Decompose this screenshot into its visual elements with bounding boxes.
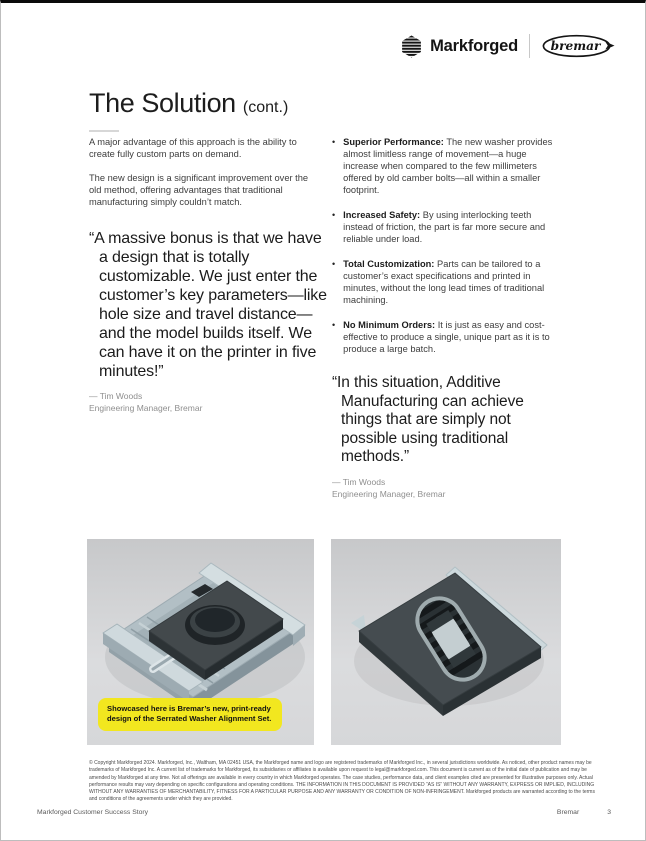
bullet-icon: • (332, 137, 336, 147)
bullet-rest: Parts can be tailored to a customer’s exact specifications and printed in minutes, without the long lead times of traditional machining. (343, 259, 545, 305)
bullet-text (343, 258, 557, 306)
intro-paragraph-1: A major advantage of this approach is the ability to create fully custom parts on demand. (89, 137, 297, 159)
quote-attribution (332, 476, 566, 500)
bullet-text (343, 136, 557, 196)
bullet-rest: By using interlocking teeth instead of friction, the part is far more secure and reliable under load. (343, 210, 546, 244)
list-item (332, 258, 566, 306)
intro-paragraph-2: The new design is a significant improvement over the old method, offering advantages that traditional manufacturing simply couldn’t match. (89, 173, 309, 207)
bremar-logo (541, 33, 615, 59)
attribution-role: Engineering Manager, Bremar (332, 488, 446, 499)
right-column (332, 134, 566, 500)
page-title (89, 89, 288, 117)
quote-attribution (89, 390, 327, 414)
bullet-icon: • (332, 259, 336, 269)
footer-company: Bremar (556, 809, 580, 816)
list-item (332, 319, 566, 355)
markforged-brand (400, 35, 518, 58)
footer-right (557, 809, 611, 816)
page-header (400, 33, 615, 59)
bullet-lead: Increased Safety: (343, 210, 421, 220)
washer-plate-render (331, 539, 561, 745)
page-title-suffix: (cont.) (242, 99, 289, 116)
legal-text: © Copyright Markforged 2024. Markforged, Inc., Waltham, MA 02451 USA, the Markforged name and logo are registered trademarks of Markforged Inc., in several jurisdictions worldwide. As noticed, other product names may be trademarks of Markforged Inc. A current list of trademarks for Markforged, its subsidiaries or affiliates is available upon request to legal@markforged.com. This document is current as of the initial date of publication and may be amended by Markforged at any time. Not all offerings are available in every country in which Markforged operates. The case studies, performance data, and client examples cited are presented for illustrative purposes only. Actual performance results may vary depending on specific configurations and operating conditions. THE INFORMATION IN THIS DOCUMENT IS PROVIDED “AS IS” WITHOUT ANY WARRANTY, EXPRESS OR IMPLIED, INCLUDING WITHOUT ANY WARRANTIES OF MERCHANTABILITY, FITNESS FOR A PARTICULAR PURPOSE AND ANY WARRANTY OR CONDITION OF NON-INFRINGEMENT. Markforged products are warranted according to the terms and conditions of the agreements under which they are provided. (89, 760, 595, 803)
page-footer (37, 809, 611, 816)
page-title-main: The Solution (89, 88, 236, 118)
markforged-logo-icon (400, 35, 423, 58)
header-divider (529, 34, 530, 58)
title-block (89, 89, 288, 132)
left-column (89, 136, 327, 414)
list-item (332, 209, 566, 245)
bullet-text (343, 319, 557, 355)
bullet-lead: No Minimum Orders: (343, 320, 436, 330)
bullet-text (343, 209, 557, 245)
footer-document-title: Markforged Customer Success Story (37, 809, 149, 816)
pull-quote-primary: “A massive bonus is that we have a design that is totally customizable. We just enter the customer’s key parameters—like hole size and travel distance—and the model builds itself. We can have it on the printer in five minutes!” (89, 230, 327, 380)
attribution-name: — Tim Woods (332, 476, 386, 487)
product-render-assembly (87, 539, 314, 745)
attribution-role: Engineering Manager, Bremar (89, 403, 203, 413)
bullet-rest: The new washer provides almost limitless range of movement—a huge increase when compared to the few millimeters offered by old camber bolts—all within a smaller footprint. (343, 137, 553, 195)
bullet-lead: Superior Performance: (343, 137, 444, 147)
title-rule (89, 130, 119, 132)
attribution-name: — Tim Woods (89, 391, 143, 401)
bullet-icon: • (332, 210, 336, 220)
markforged-wordmark: Markforged (430, 36, 518, 55)
svg-text:bremar: bremar (550, 39, 601, 54)
benefits-list (332, 136, 566, 355)
product-render-plate (331, 539, 561, 745)
bullet-lead: Total Customization: (343, 259, 435, 269)
pull-quote-secondary: “In this situation, Additive Manufacturing can achieve things that are simply not possible using traditional methods.” (332, 374, 524, 465)
list-item (332, 136, 566, 196)
bullet-rest: It is just as easy and cost-effective to produce a single, unique part as it is to produce a large batch. (343, 320, 550, 354)
bullet-icon: • (332, 320, 336, 330)
footer-page-number: 3 (607, 809, 611, 816)
figure-callout: Showcased here is Bremar’s new, print-ready design of the Serrated Washer Alignment Set. (98, 698, 282, 731)
